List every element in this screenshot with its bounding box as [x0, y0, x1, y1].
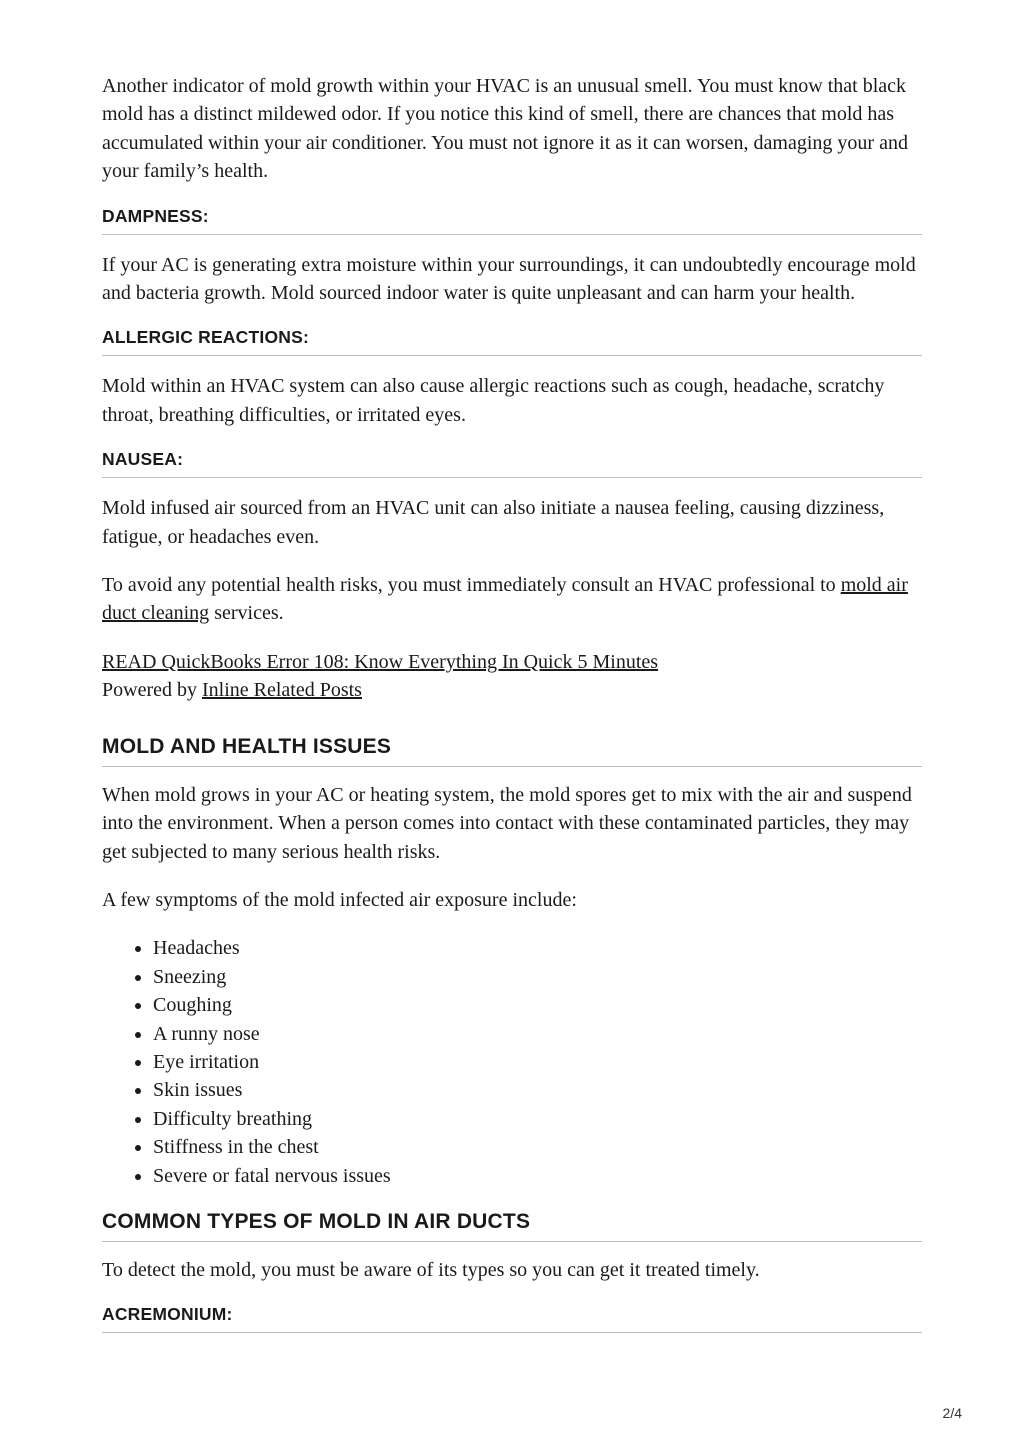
related-read-line [102, 648, 922, 676]
allergic-reactions-paragraph: Mold within an HVAC system can also cause allergic reactions such as cough, headache, scratchy throat, breathing difficulties, or irritated eyes. [102, 375, 885, 426]
list-item: • Skin issues [153, 1076, 922, 1104]
symptoms-list [102, 934, 922, 1190]
list-item: • Eye irritation [153, 1048, 922, 1076]
acremonium-heading: ACREMONIUM: [102, 1304, 922, 1333]
common-types-heading: COMMON TYPES OF MOLD IN AIR DUCTS [102, 1210, 922, 1242]
related-post-link[interactable]: READ QuickBooks Error 108: Know Everything In Quick 5 Minutes [102, 650, 659, 673]
list-item: • Coughing [153, 991, 922, 1019]
consult-text-before: To avoid any potential health risks, you must immediately consult an HVAC professional to [102, 574, 841, 597]
powered-by-label: Powered by [102, 679, 202, 702]
powered-by-line [102, 676, 922, 704]
list-item: • Difficulty breathing [153, 1105, 922, 1133]
list-item: • A runny nose [153, 1020, 922, 1048]
mold-air-duct-cleaning-link[interactable]: mold air duct cleaning [102, 574, 908, 625]
symptoms-intro: A few symptoms of the mold infected air exposure include: [102, 888, 577, 911]
mold-health-heading: MOLD AND HEALTH ISSUES [102, 735, 922, 767]
intro-paragraph: Another indicator of mold growth within your HVAC is an unusual smell. You must know that black mold has a distinct mildewed odor. If you notice this kind of smell, there are chances that mold has accumulated within your air conditioner. You must not ignore it as it can worsen, damaging your and your family’s health. [102, 75, 908, 183]
consult-paragraph [102, 571, 922, 628]
mold-health-paragraph: When mold grows in your AC or heating system, the mold spores get to mix with the air and suspend into the environment. When a person comes into contact with these contaminated particles, they may get subjected to many serious health risks. [102, 783, 912, 863]
allergic-reactions-heading: ALLERGIC REACTIONS: [102, 327, 922, 356]
common-types-paragraph: To detect the mold, you must be aware of its types so you can get it treated timely. [102, 1258, 760, 1281]
list-item: • Sneezing [153, 963, 922, 991]
nausea-heading: NAUSEA: [102, 449, 922, 478]
list-item: • Stiffness in the chest [153, 1133, 922, 1161]
page-number: 2/4 [942, 1405, 962, 1421]
related-posts [102, 648, 922, 705]
list-item: • Severe or fatal nervous issues [153, 1162, 922, 1190]
list-item: • Headaches [153, 934, 922, 962]
dampness-heading: DAMPNESS: [102, 206, 922, 235]
inline-related-posts-link[interactable]: Inline Related Posts [201, 679, 362, 702]
dampness-paragraph: If your AC is generating extra moisture within your surroundings, it can undoubtedly encourage mold and bacteria growth. Mold sourced indoor water is quite unpleasant and can harm your health. [102, 253, 916, 305]
consult-text-after: services. [209, 602, 284, 625]
nausea-paragraph: Mold infused air sourced from an HVAC unit can also initiate a nausea feeling, causing dizziness, fatigue, or headaches even. [102, 497, 885, 548]
article-body [102, 72, 922, 1349]
